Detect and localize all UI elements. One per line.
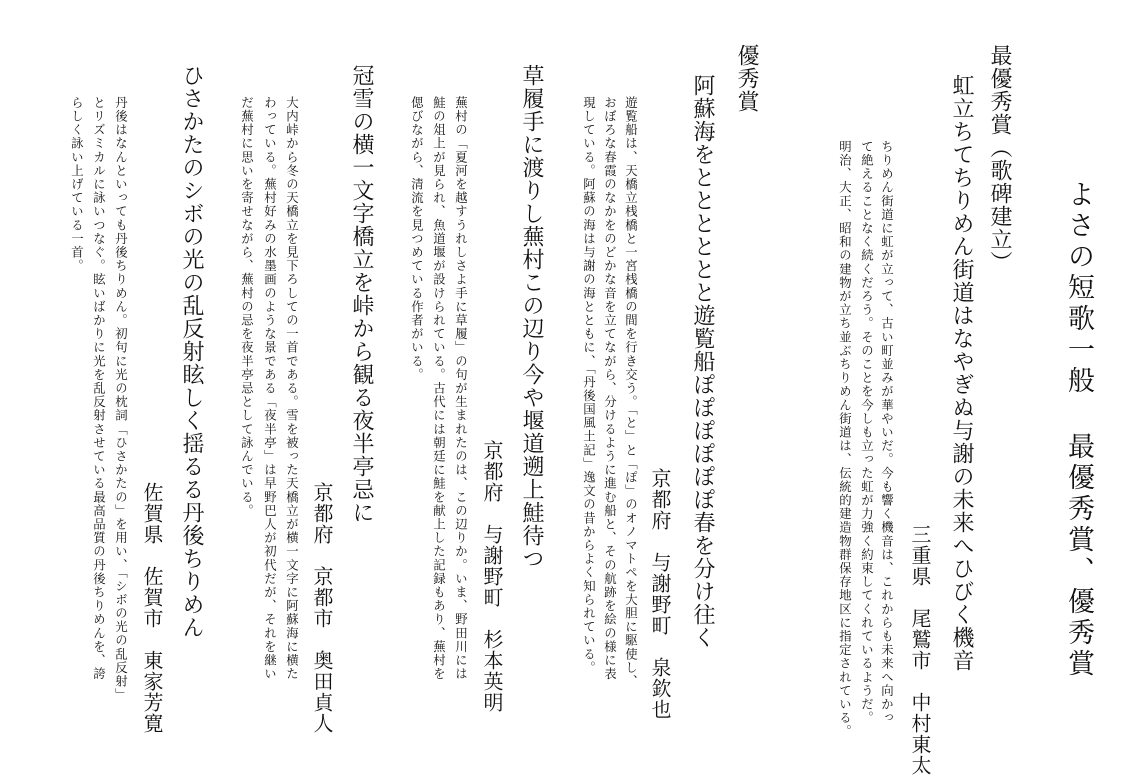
poem-excellence-1: 阿蘇海をとととととと遊覧船ぽぽぽぽぽぽ春を分け往く [690, 74, 715, 649]
comment-line: 偲びながら、清流を見つめている作者がいる。 [409, 96, 425, 382]
comment-line: わっている。蕪村好みの水墨画のような景である「夜半亭」は早野巴人が初代だが、それを継い [262, 96, 278, 681]
comment-line: 大内峠から冬の天橋立を見下ろしての一首である。雪を被った天橋立が横一文字に阿蘇海に横た [284, 96, 300, 681]
section-heading-excellence: 優秀賞 [734, 44, 759, 113]
author-grand-prize: 三重県 尾鷲市 中村東太 [908, 524, 932, 776]
comment-line: だ蕪村に思いを寄せながら、蕪村の忌を夜半亭忌として詠んでいる。 [239, 96, 255, 518]
author-excellence-4: 佐賀県 佐賀市 東家芳寛 [140, 482, 164, 734]
author-excellence-3: 京都府 京都市 奥田貞人 [310, 482, 334, 734]
author-excellence-2: 京都府 与謝野町 杉本英明 [480, 440, 504, 713]
comment-line: らしく詠い上げている一首。 [69, 96, 85, 273]
comment-line: て絶えることなく続くだろう。そのことを今しも立った虹が力強く約束してくれているようだ。 [859, 140, 875, 725]
comment-line: ちりめん街道に虹が立って、古い町並みが華やいだ。今も響く機音は、これからも未来へ向かっ [879, 140, 895, 725]
comment-line: 遊覧船は、天橋立桟橋と一宮桟橋の間を行き交う。「と」と「ぽ」のオノマトペを大胆に駆使し、 [623, 96, 639, 689]
author-excellence-1: 京都府 与謝野町 泉欽也 [648, 468, 672, 720]
section-heading-grand-prize: 最優秀賞（歌碑建立） [987, 44, 1012, 274]
comment-line: 丹後はなんといっても丹後ちりめん。初句に光の枕詞「ひさかたの」を用い、「シボの光の乱反射」 [113, 96, 129, 702]
poem-excellence-2: 草履手に渡りし蕪村この辺り今や堰道遡上鮭待つ [519, 64, 544, 570]
poem-grand-prize: 虹立ちてちりめん街道はなやぎぬ与謝の未来へひびく機音 [949, 74, 974, 672]
comment-line: おぼろな春霞のなかをのどかな音を立てながら、分けるように進む船と、その航跡を絵の様に表 [602, 96, 618, 681]
page-title: よさの短歌一般 最優秀賞、優秀賞 [1063, 180, 1094, 680]
poem-excellence-3: 冠雪の横一文字橋立を峠から観る夜半亭忌に [349, 64, 374, 524]
comment-line: とリズミカルに詠いつなぐ。眩いばかりに光を乱反射させている最高品質の丹後ちりめんを、誇 [91, 96, 107, 681]
comment-line: 鮭の俎上が見られ、魚道堰が設けられている。古代には朝廷に鮭を献上した記録もあり、蕪村を [431, 96, 447, 681]
poem-excellence-4: ひさかたのシボの光の乱反射眩しく揺るる丹後ちりめん [179, 64, 204, 639]
comment-line: 明治、大正、昭和の建物が立ち並ぶちりめん街道は、伝統的建造物群保存地区に指定されている。 [837, 140, 853, 739]
comment-line: 現している。阿蘇の海は与謝の海とともに、「丹後国風土記」逸文の昔からよく知られている。 [581, 96, 597, 675]
comment-line: 蕪村の「夏河を越すうれしさよ手に草履」の句が生まれたのは、この辺りか。いま、野田川には [453, 96, 469, 681]
